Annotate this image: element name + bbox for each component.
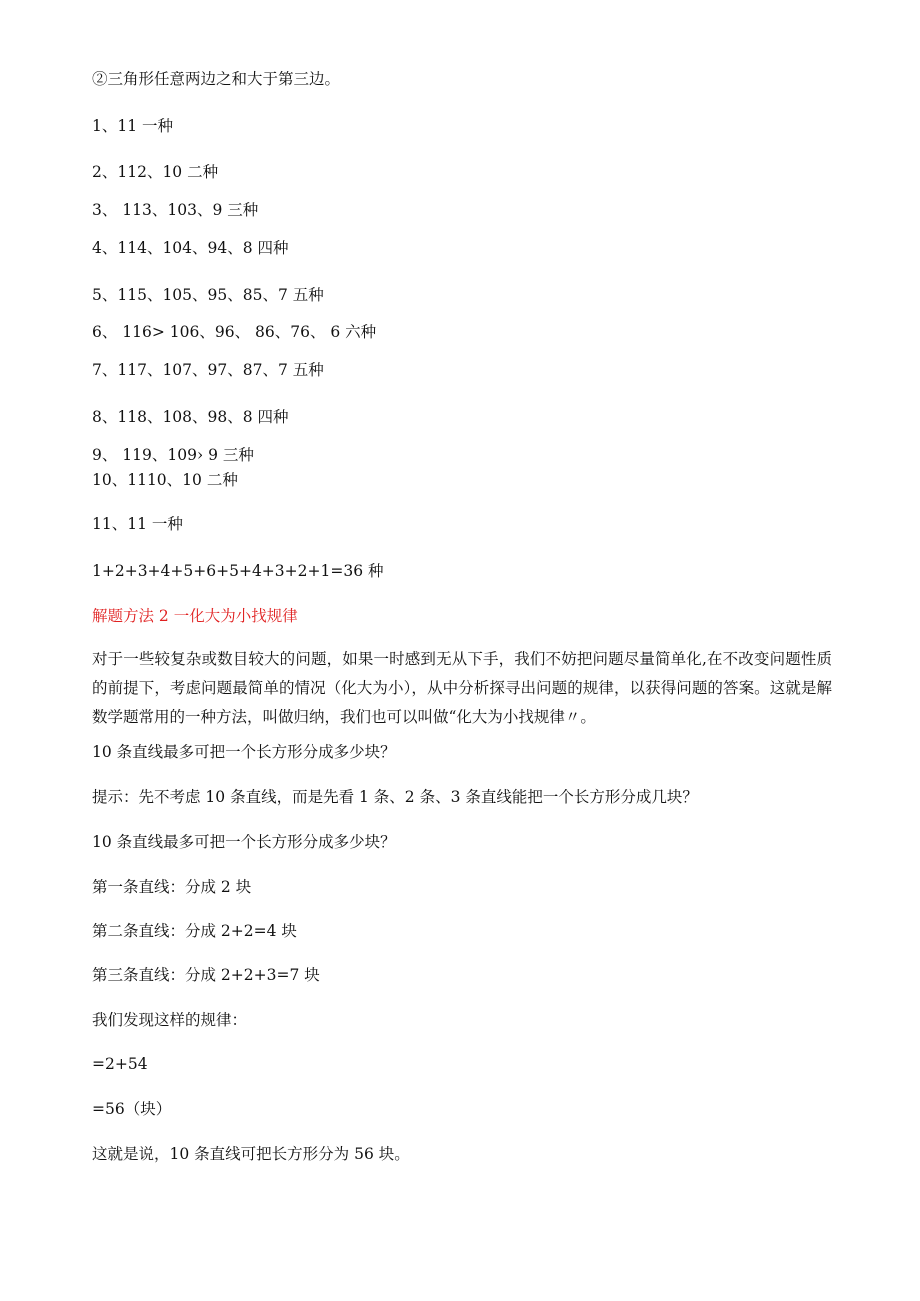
question-2: 10 条直线最多可把一个长方形分成多少块？ bbox=[92, 833, 396, 851]
sum-line: 1+2+3+4+5+6+5+4+3+2+1=36 种 bbox=[92, 562, 384, 580]
hint-line: 提示：先不考虑 10 条直线，而是先看 1 条、2 条、3 条直线能把一个长方形分成几块？ bbox=[92, 788, 698, 806]
case-line-3: 3、 113、103、9 三种 bbox=[92, 201, 259, 219]
calc-line-1: =2+54 bbox=[92, 1055, 148, 1073]
case-line-10: 10、1110、10 二种 bbox=[92, 471, 238, 489]
pattern-line: 我们发现这样的规律： bbox=[92, 1011, 248, 1029]
case-line-4: 4、114、104、94、8 四种 bbox=[92, 239, 289, 257]
calc-line-2: =56（块） bbox=[92, 1100, 172, 1118]
case-line-9: 9、 119、109› 9 三种 bbox=[92, 446, 254, 464]
step-line-3: 第三条直线：分成 2+2+3=7 块 bbox=[92, 966, 320, 984]
case-line-8: 8、118、108、98、8 四种 bbox=[92, 408, 289, 426]
case-line-7: 7、117、107、97、87、7 五种 bbox=[92, 361, 324, 379]
method-paragraph: 对于一些较复杂或数目较大的问题，如果一时感到无从下手，我们不妨把问题尽量简单化,在不改变问题性质的前提下，考虑问题最简单的情况（化大为小），从中分析探寻出问题的规律，以获得问题的答案。这就是解数学题常用的一种方法，叫做归纳，我们也可以叫做“化大为小找规律〃。 bbox=[92, 650, 832, 726]
case-line-5: 5、115、105、95、85、7 五种 bbox=[92, 286, 324, 304]
case-line-2: 2、112、10 二种 bbox=[92, 163, 219, 181]
case-line-11: 11、11 一种 bbox=[92, 515, 183, 533]
case-line-6: 6、 116> 106、96、 86、76、 6 六种 bbox=[92, 323, 377, 341]
step-line-2: 第二条直线：分成 2+2=4 块 bbox=[92, 922, 297, 940]
method-heading: 解题方法 2 一化大为小找规律 bbox=[92, 607, 298, 625]
step-line-1: 第一条直线：分成 2 块 bbox=[92, 878, 252, 896]
case-line-1: 1、11 一种 bbox=[92, 117, 174, 135]
conclusion-line: 这就是说，10 条直线可把长方形分为 56 块。 bbox=[92, 1145, 410, 1163]
intro-line: ②三角形任意两边之和大于第三边。 bbox=[92, 70, 341, 88]
question-1: 10 条直线最多可把一个长方形分成多少块？ bbox=[92, 743, 396, 761]
